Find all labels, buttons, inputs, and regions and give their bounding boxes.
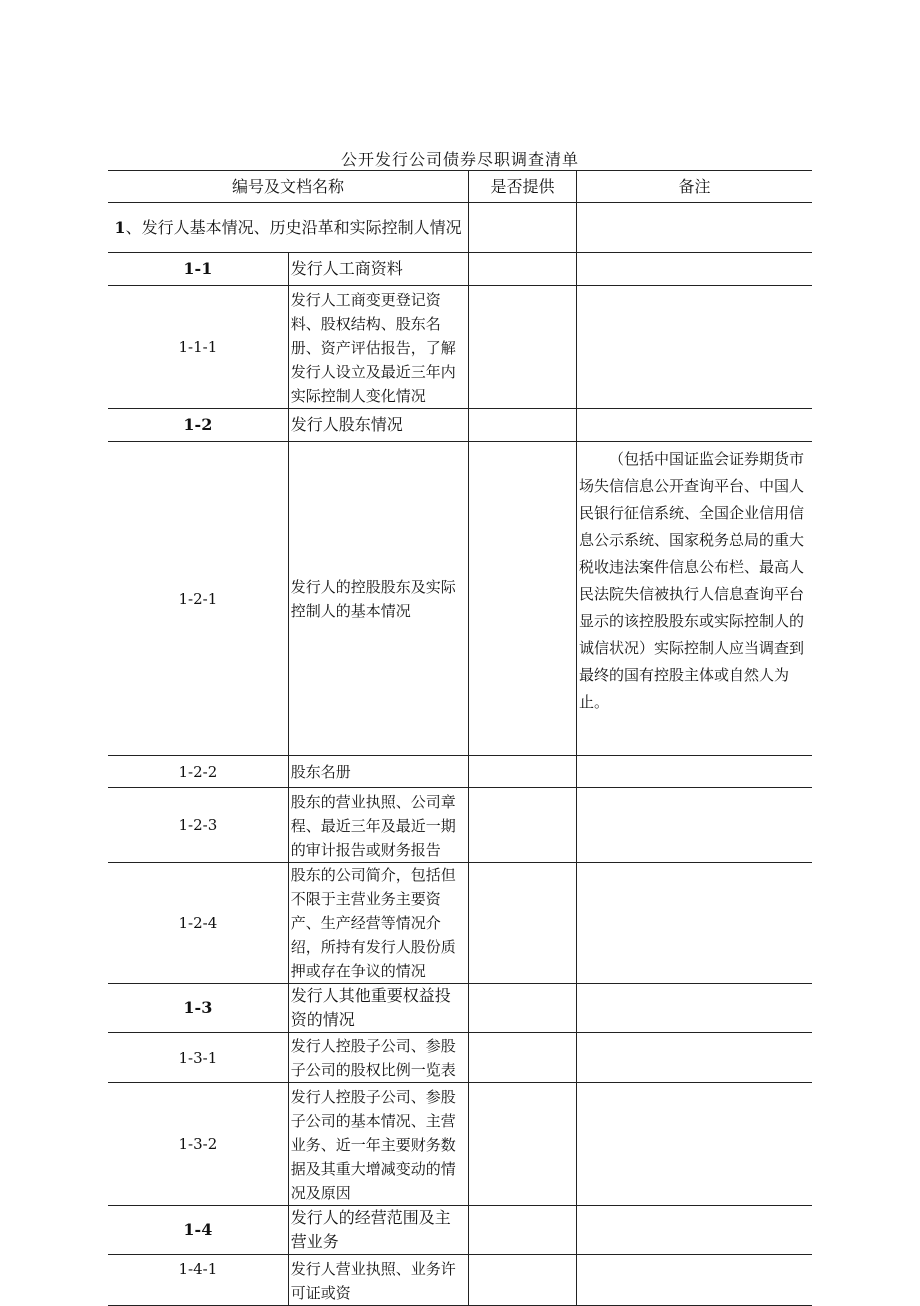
row-text: 股东名册 — [288, 756, 468, 788]
row-number: 1-2-3 — [108, 788, 288, 863]
remark-cell: （包括中国证监会证券期货市场失信信息公开查询平台、中国人民银行征信系统、全国企业信用信息公示系统、国家税务总局的重大税收违法案件信息公布栏、最高人民法院失信被执行人信息查询平台显示的该控股股东或实际控制人的诚信状况）实际控制人应当调查到最终的国有控股主体或自然人为止。 — [577, 442, 813, 756]
section-row — [108, 203, 812, 253]
remark-cell — [577, 203, 813, 253]
provided-cell — [469, 756, 577, 788]
row-number: 1-2-4 — [108, 863, 288, 984]
remark-cell — [577, 788, 813, 863]
provided-cell — [469, 788, 577, 863]
row-number: 1-2-1 — [108, 442, 288, 756]
provided-cell — [469, 409, 577, 442]
table-row — [108, 1255, 812, 1306]
row-number: 1-3 — [108, 984, 288, 1033]
header-provided: 是否提供 — [469, 171, 577, 203]
row-text: 发行人其他重要权益投资的情况 — [288, 984, 468, 1033]
table-row — [108, 984, 812, 1033]
remark-cell — [577, 984, 813, 1033]
header-name: 编号及文档名称 — [108, 171, 469, 203]
remark-cell — [577, 1255, 813, 1306]
row-text: 发行人工商资料 — [288, 253, 468, 286]
row-number: 1-2 — [108, 409, 288, 442]
row-text: 股东的公司简介，包括但不限于主营业务主要资产、生产经营等情况介绍，所持有发行人股份质押或存在争议的情况 — [288, 863, 468, 984]
provided-cell — [469, 253, 577, 286]
table-row — [108, 1206, 812, 1255]
row-number: 1-1-1 — [108, 286, 288, 409]
table-row — [108, 1083, 812, 1206]
table-row — [108, 863, 812, 984]
row-number: 1-1 — [108, 253, 288, 286]
section-1-number: 1 — [114, 217, 126, 237]
remark-cell — [577, 1033, 813, 1083]
row-number: 1-4-1 — [108, 1255, 288, 1306]
remark-cell — [577, 1083, 813, 1206]
row-text: 发行人控股子公司、参股子公司的基本情况、主营业务、近一年主要财务数据及其重大增减变动的情况及原因 — [288, 1083, 468, 1206]
provided-cell — [469, 863, 577, 984]
provided-cell — [469, 1033, 577, 1083]
header-row — [108, 171, 812, 203]
provided-cell — [469, 203, 577, 253]
table-row — [108, 756, 812, 788]
row-text: 股东的营业执照、公司章程、最近三年及最近一期的审计报告或财务报告 — [288, 788, 468, 863]
provided-cell — [469, 286, 577, 409]
row-text: 发行人的控股股东及实际控制人的基本情况 — [288, 442, 468, 756]
table-row — [108, 253, 812, 286]
remark-cell — [577, 756, 813, 788]
section-1-label: 、发行人基本情况、历史沿革和实际控制人情况 — [125, 217, 462, 237]
provided-cell — [469, 1083, 577, 1206]
row-number: 1-4 — [108, 1206, 288, 1255]
row-text: 发行人控股子公司、参股子公司的股权比例一览表 — [288, 1033, 468, 1083]
header-remark: 备注 — [577, 171, 813, 203]
row-number: 1-3-1 — [108, 1033, 288, 1083]
remark-cell — [577, 863, 813, 984]
provided-cell — [469, 1255, 577, 1306]
table-row — [108, 788, 812, 863]
section-1-heading — [108, 203, 469, 253]
provided-cell — [469, 984, 577, 1033]
table-row — [108, 1033, 812, 1083]
remark-cell — [577, 409, 813, 442]
row-text: 发行人股东情况 — [288, 409, 468, 442]
document-title: 公开发行公司债券尽职调查清单 — [340, 150, 579, 169]
remark-cell — [577, 253, 813, 286]
provided-cell — [469, 442, 577, 756]
due-diligence-table — [108, 170, 812, 1306]
row-text: 发行人营业执照、业务许可证或资 — [288, 1255, 468, 1306]
row-number: 1-3-2 — [108, 1083, 288, 1206]
remark-cell — [577, 1206, 813, 1255]
table-row — [108, 286, 812, 409]
row-text: 发行人工商变更登记资料、股权结构、股东名册、资产评估报告，了解发行人设立及最近三年内实际控制人变化情况 — [288, 286, 468, 409]
remark-cell — [577, 286, 813, 409]
table-row — [108, 409, 812, 442]
row-text: 发行人的经营范围及主营业务 — [288, 1206, 468, 1255]
row-number: 1-2-2 — [108, 756, 288, 788]
provided-cell — [469, 1206, 577, 1255]
table-row — [108, 442, 812, 756]
